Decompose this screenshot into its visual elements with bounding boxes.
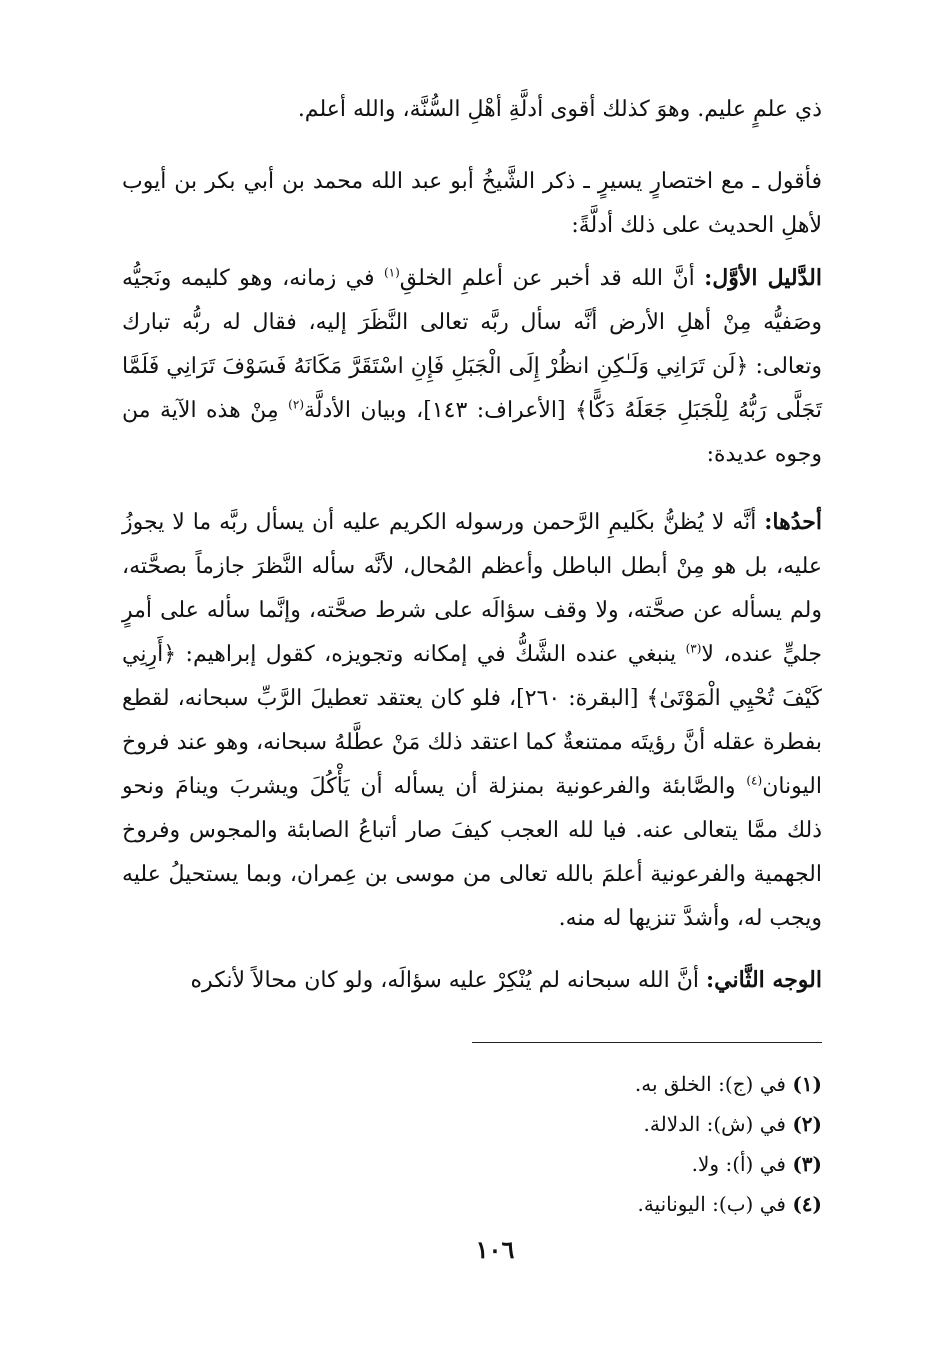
paragraph-text: أنَّ الله سبحانه لم يُنْكِرْ عليه سؤالَه، ولو كان محالاً لأنكره: [190, 968, 700, 993]
section-label: أحدُها:: [764, 509, 822, 535]
paragraph-text: أنَّ الله قد أخبر عن أعلمِ الخلقِ: [399, 266, 695, 291]
footnote-number: (٣): [792, 1152, 822, 1176]
quran-verse: ﴿أَرِنِي كَيْفَ تُحْيِي الْمَوْتَىٰ﴾: [122, 642, 822, 711]
footnote-marker: (١): [383, 265, 400, 280]
footnote-marker: (٤): [746, 773, 763, 788]
footnote-item: [422, 1184, 822, 1224]
paragraph-second-aspect: [122, 958, 822, 1003]
footnote-marker: (٣): [685, 641, 702, 656]
paragraph-first-aspect: [122, 500, 822, 941]
footnote-number: (١): [792, 1072, 822, 1096]
paragraph-text: أنَّه لا يُظنُّ بكَليمِ الرَّحمن ورسوله الكريم عليه أن يسأل ربَّه ما لا يجوزُ عليه، بل هو مِنْ أبطل الباطل وأعظم المُحال، لأنَّه سأله النَّظرَ جازماً بصحَّته، ولم يسأله عن صحَّته، ولا وقف سؤالَه على شرط صحَّته، وإنَّما سأله على أمرٍ جليٍّ عنده، لا: [122, 510, 822, 667]
footnotes: [422, 1064, 822, 1224]
paragraph-continuation: [122, 88, 822, 132]
footnote-number: (٤): [792, 1192, 822, 1216]
page-number: ١٠٦: [475, 1235, 515, 1264]
paragraph-text: ذي علمٍ عليم. وهوَ كذلك أقوى أدلَّةِ أهْلِ السُّنَّة، والله أعلم.: [297, 97, 822, 122]
footnote-text: في (ش): الدلالة.: [643, 1112, 786, 1136]
section-label: الوجه الثَّاني:: [706, 967, 822, 993]
paragraph-text: ينبغي عنده الشَّكُّ في إمكانه وتجويزه، كقول إبراهيم:: [185, 642, 677, 667]
paragraph-first-proof: [122, 256, 822, 477]
section-label: الدَّليل الأوَّل:: [704, 265, 822, 291]
paragraph-text: ، وبيان الأدلَّة: [304, 398, 424, 423]
paragraph-intro: [122, 160, 822, 248]
paragraph-text: في زمانه، وهو كليمه ونَجيُّه وصَفيُّه مِنْ أهلِ الأرض أنَّه سأل ربَّه تعالى النَّظَرَ إليه، فقال له ربُّه تبارك وتعالى:: [122, 266, 822, 379]
footnote-divider: [472, 1042, 822, 1043]
footnote-item: [422, 1144, 822, 1184]
footnote-marker: (٢): [288, 397, 304, 412]
paragraph-text: والصَّابئة والفرعونية بمنزلة أن يسأله أن يَأْكُلَ ويشربَ وينامَ ونحو ذلك ممَّا يتعالى عنه. فيا لله العجب كيفَ صار أتباعُ الصابئة والمجوس وفروخ الجهمية والفرعونية أعلمَ بالله تعالى من موسى بن عِمران، وبما يستحيلُ عليه ويجب له، وأشدَّ تنزيها له منه.: [122, 774, 822, 931]
paragraph-text: مِنْ هذه الآية من وجوه عديدة:: [122, 398, 822, 467]
quran-verse: ﴿لَن تَرَانِي وَلَـٰكِنِ انظُرْ إِلَى الْجَبَلِ فَإِنِ اسْتَقَرَّ مَكَانَهُ فَسَوْفَ تَرَانِي فَلَمَّا تَجَلَّى رَبُّهُ لِلْجَبَلِ جَعَلَهُ دَكًّا﴾: [122, 354, 822, 423]
footnote-item: [422, 1104, 822, 1144]
paragraph-text: ، فلو كان يعتقد تعطيلَ الرَّبِّ سبحانه، لقطع بفطرة عقله أنَّ رؤيتَه ممتنعةٌ كما اعتقد ذلك مَنْ عطَّلهُ سبحانه، وهو عند فروخ اليونان: [122, 686, 822, 799]
footnote-text: في (ج): الخلق به.: [634, 1072, 786, 1096]
verse-reference: [الأعراف: ١٤٣]: [423, 398, 566, 423]
paragraph-text: فأقول ـ مع اختصارٍ يسيرٍ ـ ذكر الشَّيخُ أبو عبد الله محمد بن أبي بكر بن أيوب لأهلِ الحديث على ذلك أدلَّةً:: [122, 169, 822, 238]
verse-reference: [البقرة: ٢٦٠]: [516, 686, 639, 711]
footnote-text: في (أ): ولا.: [691, 1152, 786, 1176]
footnote-number: (٢): [792, 1112, 822, 1136]
footnote-text: في (ب): اليونانية.: [637, 1192, 786, 1216]
footnote-item: [422, 1064, 822, 1104]
